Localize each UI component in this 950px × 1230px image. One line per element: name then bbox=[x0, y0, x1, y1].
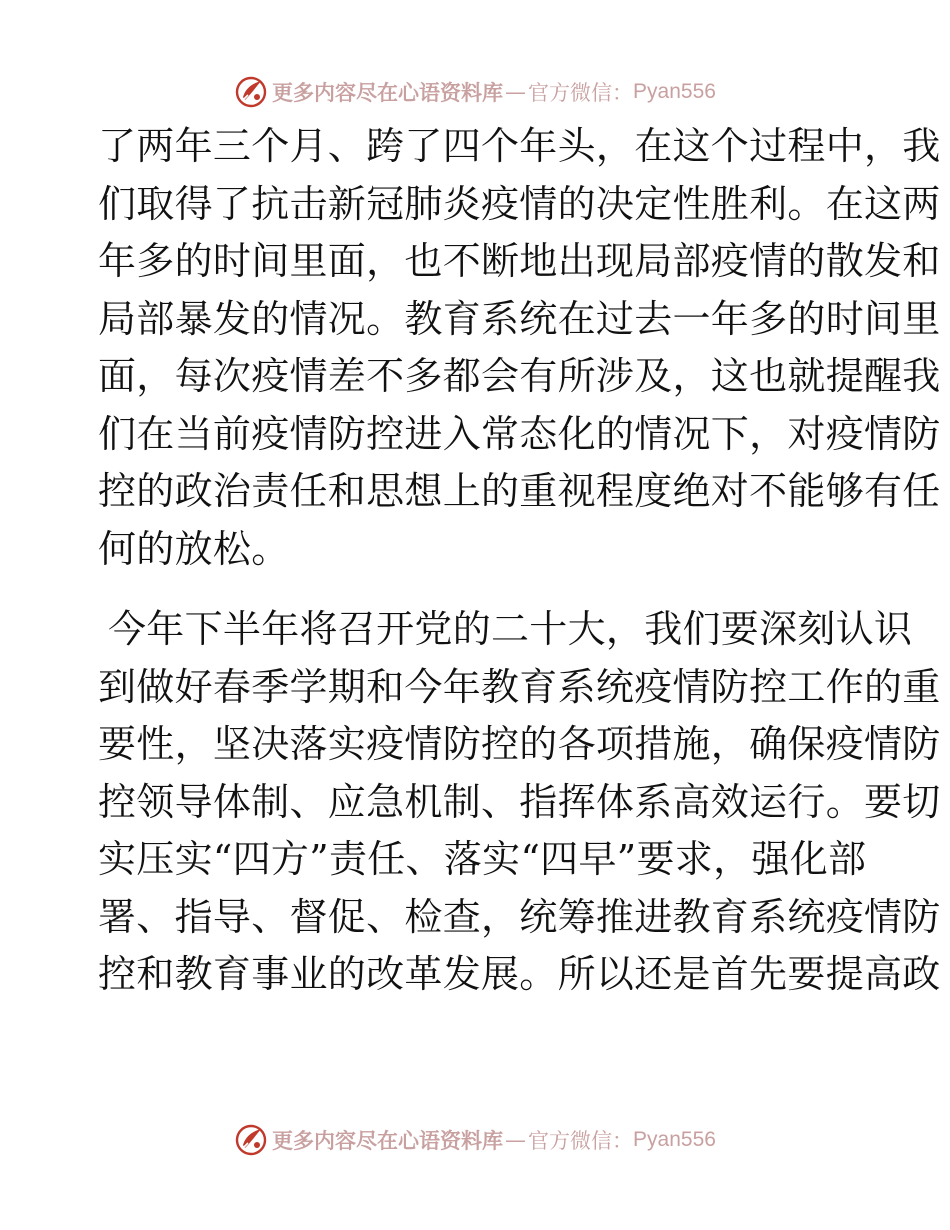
text-line: 实压实“四方”责任、落实“四早”要求，强化部 bbox=[98, 837, 867, 881]
footer-watermark bbox=[0, 1120, 950, 1160]
paragraph-1 bbox=[98, 118, 941, 578]
watermark-text: 更多内容尽在心语资料库 bbox=[272, 80, 504, 105]
watermark-separator: — bbox=[505, 80, 527, 104]
text-line: 控领导体制、应急机制、指挥体系高效运行。要切 bbox=[98, 779, 941, 824]
text-line: 今年下半年将召开党的二十大，我们要深刻认识 bbox=[108, 607, 913, 651]
watermark-contact-id: Pyan556 bbox=[633, 80, 716, 103]
text-line: 局部暴发的情况。教育系统在过去一年多的时间里 bbox=[98, 296, 941, 341]
text-line: 们在当前疫情防控进入常态化的情况下，对疫情防 bbox=[98, 411, 941, 456]
text-line: 署、指导、督促、检查，统筹推进教育系统疫情防 bbox=[98, 894, 941, 939]
logo-icon bbox=[234, 75, 268, 109]
text-line: 了两年三个月、跨了四个年头，在这个过程中，我 bbox=[98, 124, 941, 168]
watermark-text: 更多内容尽在心语资料库 bbox=[272, 1128, 504, 1153]
text-line: 控的政治责任和思想上的重视程度绝对不能够有任 bbox=[98, 469, 941, 513]
text-line: 们取得了抗击新冠肺炎疫情的决定性胜利。在这两 bbox=[98, 181, 941, 226]
text-line: 要性，坚决落实疫情防控的各项措施，确保疫情防 bbox=[98, 722, 941, 766]
text-line: 控和教育事业的改革发展。所以还是首先要提高政 bbox=[98, 952, 941, 996]
watermark-contact-id: Pyan556 bbox=[633, 1128, 716, 1151]
text-line: 面，每次疫情差不多都会有所涉及，这也就提醒我 bbox=[98, 354, 941, 398]
text-line: 何的放松。 bbox=[98, 526, 290, 571]
text-line: 到做好春季学期和今年教育系统疫情防控工作的重 bbox=[98, 664, 941, 709]
watermark-separator: — bbox=[505, 1128, 527, 1152]
watermark-contact-label: 官方微信： bbox=[528, 1129, 634, 1153]
watermark-contact-label: 官方微信： bbox=[528, 81, 634, 105]
header-watermark bbox=[0, 72, 950, 112]
text-line: 年多的时间里面，也不断地出现局部疫情的散发和 bbox=[98, 239, 941, 283]
logo-icon bbox=[234, 1123, 268, 1157]
paragraph-2 bbox=[98, 601, 941, 1004]
